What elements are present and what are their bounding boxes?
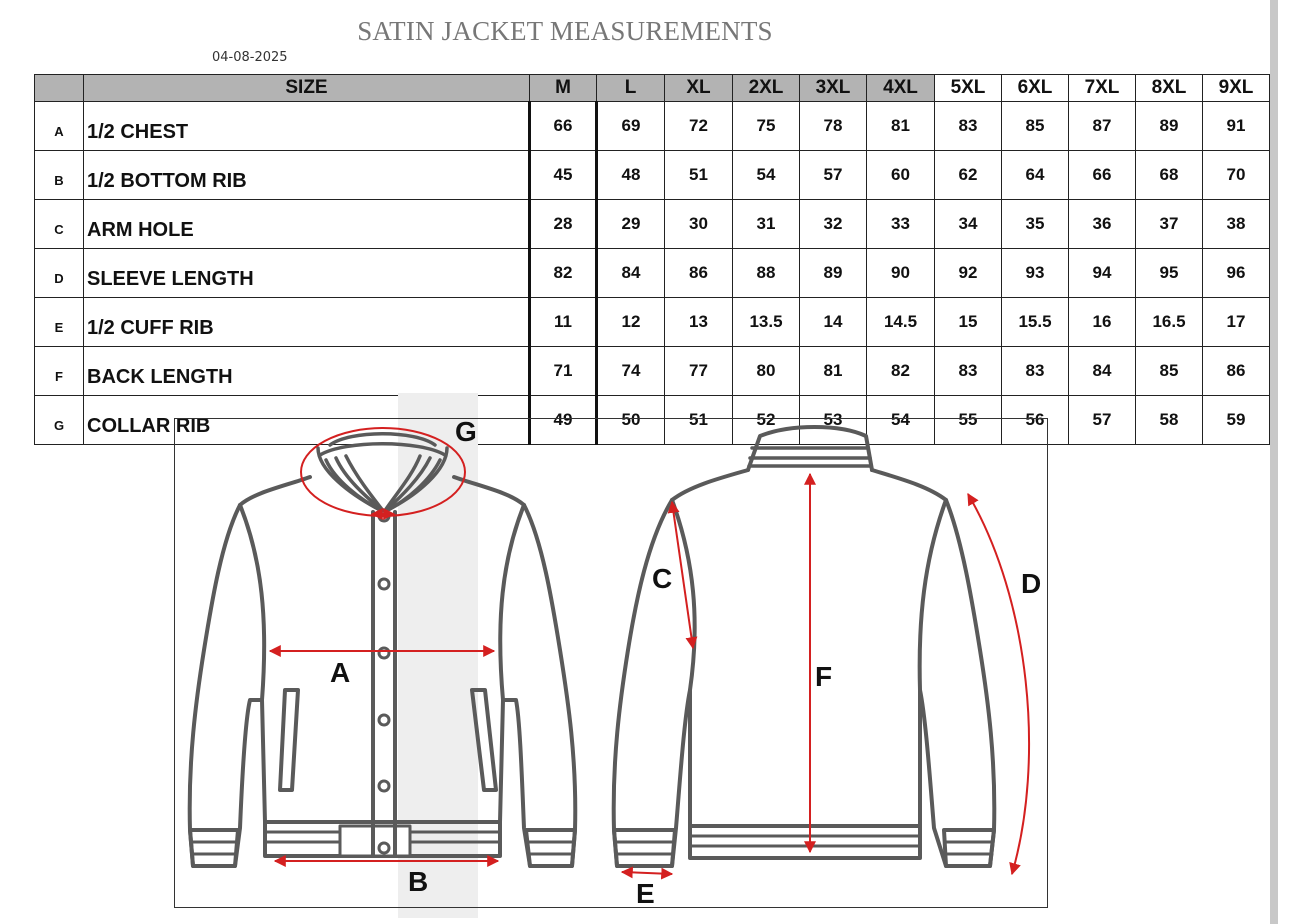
label-f: F — [815, 661, 833, 692]
table-cell: 14.5 — [867, 298, 935, 347]
size-col-l: L — [597, 75, 665, 102]
table-cell: 17 — [1203, 298, 1270, 347]
table-cell: 52 — [733, 396, 800, 445]
table-cell: 70 — [1203, 151, 1270, 200]
table-cell: 59 — [1203, 396, 1270, 445]
table-cell: 90 — [867, 249, 935, 298]
table-cell: 32 — [800, 200, 867, 249]
size-col-xl: XL — [665, 75, 733, 102]
table-cell: 80 — [733, 347, 800, 396]
table-cell: 15 — [935, 298, 1002, 347]
table-cell: 12 — [597, 298, 665, 347]
table-cell: 48 — [597, 151, 665, 200]
arrow-d — [968, 494, 1029, 874]
front-body-outline — [190, 477, 576, 866]
size-col-3xl: 3XL — [800, 75, 867, 102]
table-cell: 14 — [800, 298, 867, 347]
table-cell: 15.5 — [1002, 298, 1069, 347]
table-cell: 33 — [867, 200, 935, 249]
table-cell: 54 — [867, 396, 935, 445]
document-date: 04-08-2025 — [212, 50, 288, 65]
row-measurement-name: BACK LENGTH — [84, 347, 530, 396]
table-cell: 13.5 — [733, 298, 800, 347]
back-jacket — [614, 427, 995, 866]
table-cell: 60 — [867, 151, 935, 200]
table-cell: 62 — [935, 151, 1002, 200]
table-cell: 84 — [597, 249, 665, 298]
table-cell: 53 — [800, 396, 867, 445]
table-cell: 78 — [800, 102, 867, 151]
table-cell: 69 — [597, 102, 665, 151]
size-col-7xl: 7XL — [1069, 75, 1136, 102]
table-cell: 28 — [530, 200, 597, 249]
table-cell: 51 — [665, 396, 733, 445]
table-cell: 74 — [597, 347, 665, 396]
table-cell: 85 — [1002, 102, 1069, 151]
size-col-6xl: 6XL — [1002, 75, 1069, 102]
size-col-8xl: 8XL — [1136, 75, 1203, 102]
table-cell: 36 — [1069, 200, 1136, 249]
label-b: B — [408, 866, 429, 897]
row-measurement-name: COLLAR RIB — [84, 396, 530, 445]
label-g: G — [455, 416, 477, 447]
label-c: C — [652, 563, 673, 594]
table-cell: 82 — [530, 249, 597, 298]
table-cell: 29 — [597, 200, 665, 249]
table-cell: 57 — [800, 151, 867, 200]
table-cell: 16.5 — [1136, 298, 1203, 347]
size-header: SIZE — [84, 75, 530, 102]
front-right-armhole — [500, 505, 524, 700]
table-cell: 37 — [1136, 200, 1203, 249]
table-cell: 55 — [935, 396, 1002, 445]
row-letter: C — [35, 200, 84, 249]
table-cell: 71 — [530, 347, 597, 396]
row-letter: F — [35, 347, 84, 396]
collar-highlight-ellipse — [301, 428, 465, 516]
table-cell: 13 — [665, 298, 733, 347]
row-measurement-name: ARM HOLE — [84, 200, 530, 249]
front-right-pocket — [472, 690, 496, 790]
size-col-5xl: 5XL — [935, 75, 1002, 102]
back-right-cuff — [944, 830, 994, 866]
table-cell: 16 — [1069, 298, 1136, 347]
size-col-m: M — [530, 75, 597, 102]
table-cell: 82 — [867, 347, 935, 396]
row-letter: G — [35, 396, 84, 445]
arrow-e — [622, 872, 672, 874]
table-cell: 66 — [530, 102, 597, 151]
row-letter: B — [35, 151, 84, 200]
front-placket — [373, 512, 395, 856]
table-cell: 89 — [800, 249, 867, 298]
table-cell: 85 — [1136, 347, 1203, 396]
row-measurement-name: 1/2 CHEST — [84, 102, 530, 151]
table-cell: 66 — [1069, 151, 1136, 200]
table-cell: 56 — [1002, 396, 1069, 445]
table-cell: 83 — [935, 347, 1002, 396]
table-cell: 38 — [1203, 200, 1270, 249]
table-cell: 96 — [1203, 249, 1270, 298]
front-right-cuff — [526, 830, 575, 866]
table-cell: 35 — [1002, 200, 1069, 249]
table-cell: 95 — [1136, 249, 1203, 298]
table-cell: 89 — [1136, 102, 1203, 151]
table-cell: 91 — [1203, 102, 1270, 151]
table-cell: 54 — [733, 151, 800, 200]
table-cell: 86 — [665, 249, 733, 298]
front-left-cuff — [190, 830, 238, 866]
front-left-armhole — [240, 505, 264, 700]
table-cell: 31 — [733, 200, 800, 249]
table-cell: 81 — [867, 102, 935, 151]
table-cell: 87 — [1069, 102, 1136, 151]
row-letter: A — [35, 102, 84, 151]
front-buttons — [379, 511, 389, 853]
table-cell: 84 — [1069, 347, 1136, 396]
table-cell: 11 — [530, 298, 597, 347]
label-d: D — [1021, 568, 1042, 599]
table-cell: 75 — [733, 102, 800, 151]
size-col-4xl: 4XL — [867, 75, 935, 102]
back-waist-rib — [690, 826, 920, 858]
row-measurement-name: 1/2 CUFF RIB — [84, 298, 530, 347]
table-cell: 86 — [1203, 347, 1270, 396]
table-cell: 68 — [1136, 151, 1203, 200]
back-right-armhole — [920, 500, 946, 690]
label-a: A — [330, 657, 351, 688]
size-col-2xl: 2XL — [733, 75, 800, 102]
row-measurement-name: 1/2 BOTTOM RIB — [84, 151, 530, 200]
table-cell: 93 — [1002, 249, 1069, 298]
table-cell: 51 — [665, 151, 733, 200]
measurement-guides — [270, 428, 1029, 874]
table-cell: 64 — [1002, 151, 1069, 200]
table-cell: 50 — [597, 396, 665, 445]
front-collar — [318, 434, 447, 512]
row-measurement-name: SLEEVE LENGTH — [84, 249, 530, 298]
table-cell: 58 — [1136, 396, 1203, 445]
table-cell: 83 — [1002, 347, 1069, 396]
table-cell: 77 — [665, 347, 733, 396]
size-col-9xl: 9XL — [1203, 75, 1270, 102]
table-cell: 30 — [665, 200, 733, 249]
table-cell: 94 — [1069, 249, 1136, 298]
table-cell: 49 — [530, 396, 597, 445]
row-letter: E — [35, 298, 84, 347]
table-cell: 92 — [935, 249, 1002, 298]
back-left-cuff — [614, 830, 675, 866]
front-left-pocket — [280, 690, 298, 790]
table-cell: 88 — [733, 249, 800, 298]
table-cell: 72 — [665, 102, 733, 151]
table-cell: 57 — [1069, 396, 1136, 445]
table-cell: 83 — [935, 102, 1002, 151]
table-cell: 45 — [530, 151, 597, 200]
page-title: SATIN JACKET MEASUREMENTS — [357, 16, 773, 46]
table-cell: 81 — [800, 347, 867, 396]
table-cell: 34 — [935, 200, 1002, 249]
label-e: E — [636, 878, 655, 909]
row-letter: D — [35, 249, 84, 298]
